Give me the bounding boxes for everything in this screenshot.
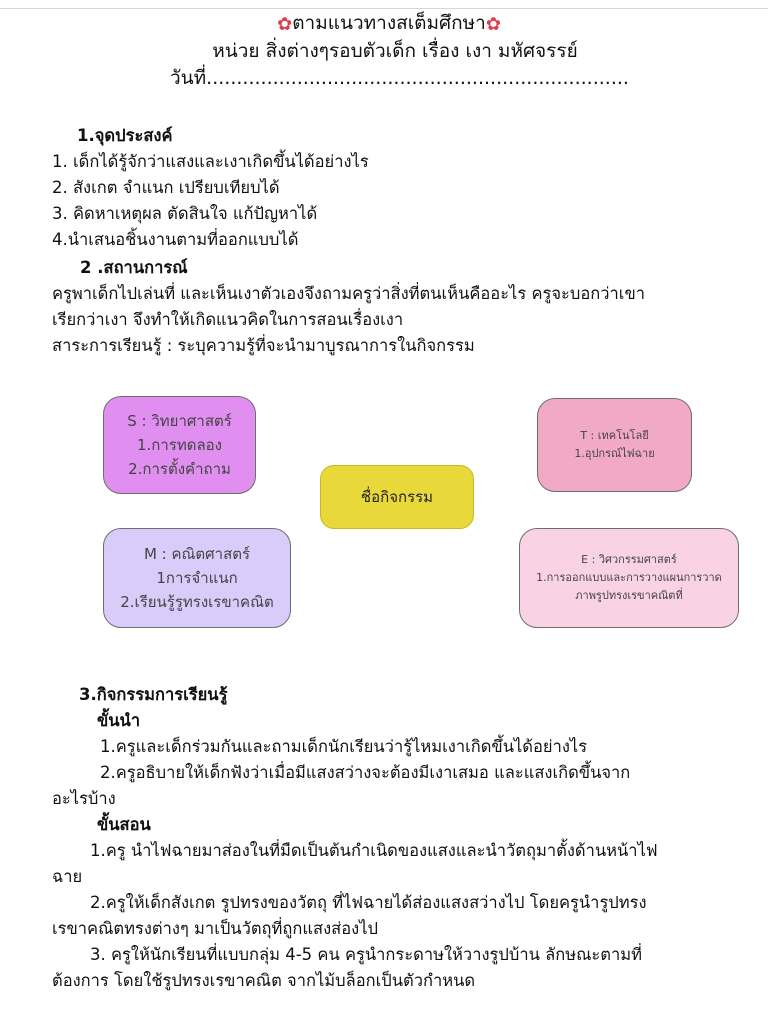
hibiscus-flower-icon: ✿ xyxy=(485,14,501,35)
math-box-item: 2.เรียนรู้รูทรงเรขาคณิต xyxy=(120,593,274,611)
science-box xyxy=(103,396,256,494)
math-box xyxy=(103,528,291,628)
intro-step-line: 1.ครูและเด็กร่วมกันและถามเด็กนักเรียนว่ารู้ไหมเงาเกิดขึ้นได้อย่างไร xyxy=(100,737,588,756)
math-box-item: 1การจำแนก xyxy=(156,569,238,587)
objective-item: 1. เด็กได้รู้จักว่าแสงและเงาเกิดขึ้นได้อย่างไร xyxy=(52,152,369,171)
situation-line: ครูพาเด็กไปเล่นที่ และเห็นเงาตัวเองจึงถามครูว่าสิ่งที่ตนเห็นคืออะไร ครูจะบอกว่าเขา xyxy=(52,284,645,303)
technology-box xyxy=(537,398,692,492)
title-line xyxy=(10,10,768,38)
engineering-box-label: E : วิศวกรรมศาสตร์ xyxy=(581,553,677,566)
activity-name-box: ชื่อกิจกรรม xyxy=(320,465,474,529)
technology-box-label: T : เทคโนโลยี xyxy=(580,429,649,442)
teaching-step-line: 1.ครู นำไฟฉายมาส่องในที่มืดเป็นต้นกำเนิดของแสงและนำวัตถุมาตั้งด้านหน้าไฟ xyxy=(90,841,658,860)
science-box-item: 1.การทดลอง xyxy=(136,436,223,454)
document-header xyxy=(0,10,768,92)
teaching-step-line: เรขาคณิตทรงต่างๆ มาเป็นวัตถุที่ถูกแสงส่องไป xyxy=(52,919,378,938)
page-top-border xyxy=(0,8,768,9)
teaching-step-line: 3. ครูให้นักเรียนที่แบบกลุ่ม 4-5 คน ครูนำกระดาษให้วางรูปบ้าน ลักษณะตามที่ xyxy=(90,945,642,964)
unit-line: หน่วย สิ่งต่างๆรอบตัวเด็ก เรื่อง เงา มหัศจรรย์ xyxy=(212,40,578,62)
objective-item: 2. สังเกต จำแนก เปรียบเทียบได้ xyxy=(52,178,280,197)
teaching-step-heading: ขั้นสอน xyxy=(97,815,151,834)
document-title: ตามแนวทางสเต็มศึกษา xyxy=(292,12,486,34)
activities-section xyxy=(0,682,768,994)
objectives-heading: 1.จุดประสงค์ xyxy=(77,126,173,145)
intro-step-line: อะไรบ้าง xyxy=(52,789,116,808)
learning-content-line: สาระการเรียนรู้ : ระบุความรู้ที่จะนำมาบูรณาการในกิจกรรม xyxy=(52,336,475,355)
science-box-item: 2.การตั้งคำถาม xyxy=(128,460,231,478)
technology-box-item: 1.อุปกรณ์ไฟฉาย xyxy=(574,447,655,460)
intro-step-line: 2.ครูอธิบายให้เด็กฟังว่าเมื่อมีแสงสว่างจะต้องมีเงาเสมอ และแสงเกิดขึ้นจาก xyxy=(100,763,631,782)
objective-item: 4.นำเสนอชิ้นงานตามที่ออกแบบได้ xyxy=(52,230,299,249)
science-box-label: S : วิทยาศาสตร์ xyxy=(127,412,232,430)
hibiscus-flower-icon: ✿ xyxy=(277,14,293,35)
teaching-step-line: ฉาย xyxy=(52,867,83,886)
situation-line: เรียกว่าเงา จึงทำให้เกิดแนวคิดในการสอนเรื่องเงา xyxy=(52,310,404,329)
situation-heading: 2 .สถานการณ์ xyxy=(80,258,188,277)
engineering-box xyxy=(519,528,739,628)
intro-step-heading: ขั้นนำ xyxy=(97,711,141,730)
math-box-label: M : คณิตศาสตร์ xyxy=(143,545,251,563)
objectives-section xyxy=(0,123,768,253)
engineering-box-item: ภาพรูปทรงเรขาคณิตที่ xyxy=(575,589,683,602)
objective-item: 3. คิดหาเหตุผล ตัดสินใจ แก้ปัญหาได้ xyxy=(52,204,318,223)
teaching-step-line: ต้องการ โดยใช้รูปทรงเรขาคณิต จากไม้บล็อกเป็นตัวกำหนด xyxy=(52,971,476,990)
teaching-step-line: 2.ครูให้เด็กสังเกต รูปทรงของวัตถุ ที่ไฟฉายได้ส่องแสงสว่างไป โดยครูนำรูปทรง xyxy=(90,893,647,912)
activities-heading: 3.กิจกรรมการเรียนรู้ xyxy=(79,685,228,704)
engineering-box-item: 1.การออกแบบและการวางแผนการวาด xyxy=(536,571,722,584)
date-line: วันที่...................................................................... xyxy=(170,67,629,89)
situation-section xyxy=(0,255,768,359)
